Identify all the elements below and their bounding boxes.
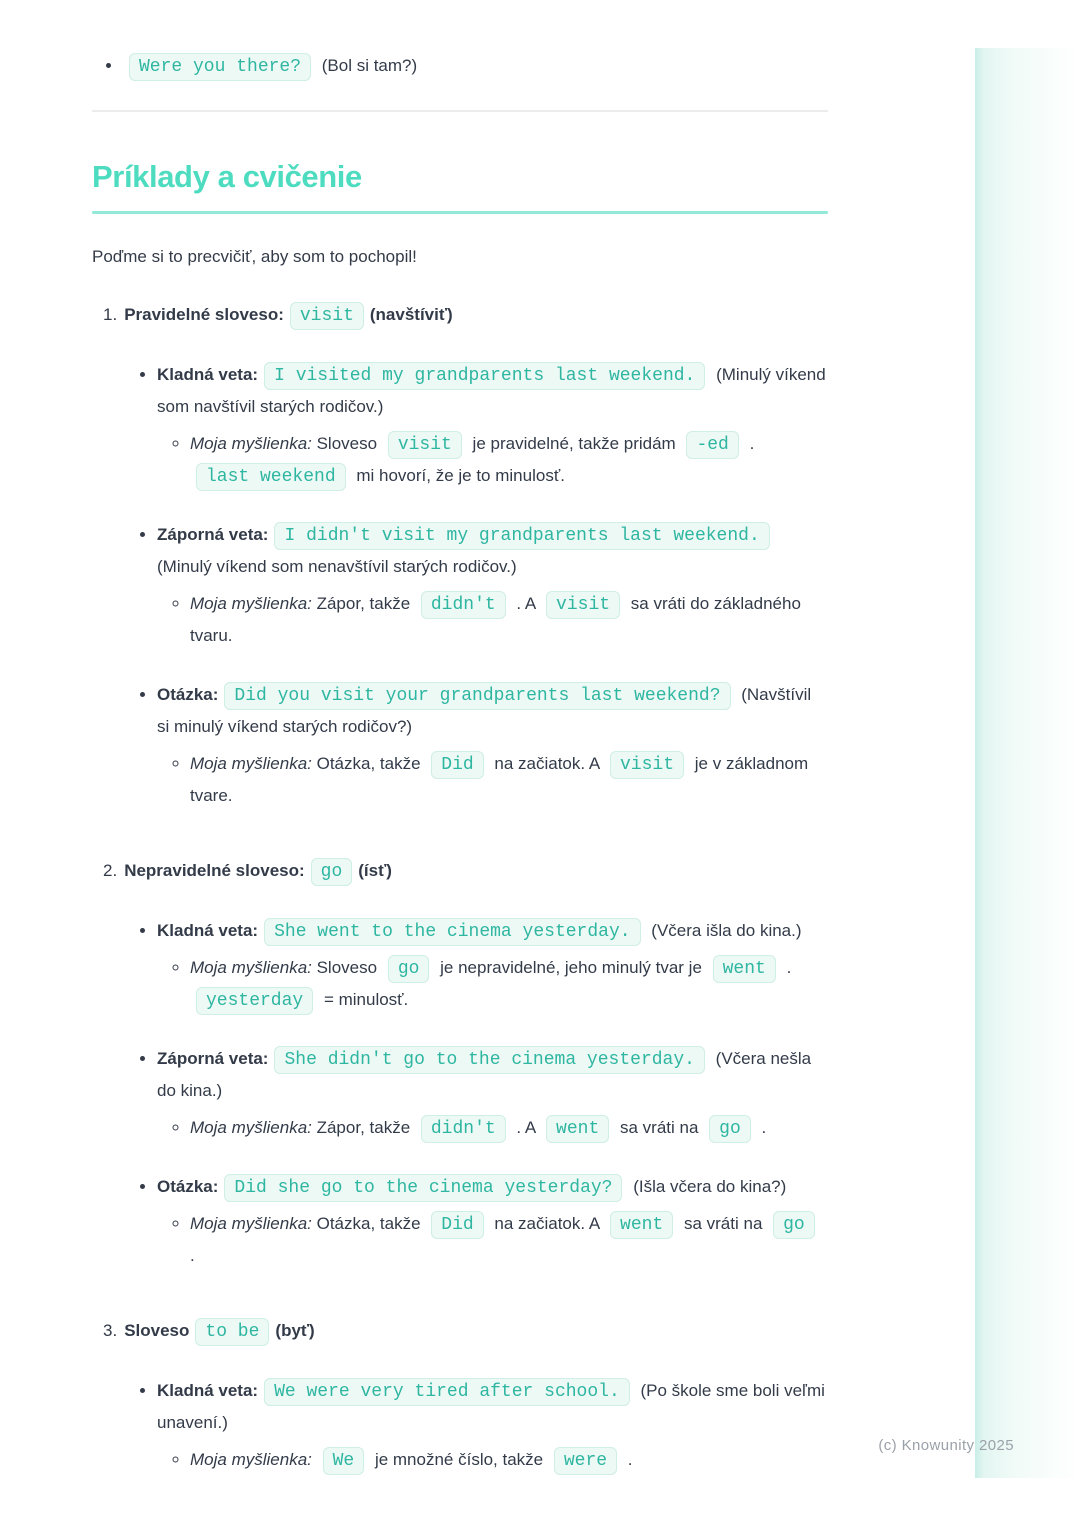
bold-label: Nepravidelné sloveso:	[124, 861, 305, 880]
list-item	[157, 679, 828, 812]
code-chip: She didn't go to the cinema yesterday.	[274, 1046, 704, 1074]
note-item	[190, 1444, 828, 1476]
code-chip: We were very tired after school.	[264, 1378, 630, 1406]
exercise-item	[103, 854, 828, 1272]
bold-label: Kladná veta:	[157, 921, 259, 940]
bold-label: Kladná veta:	[157, 365, 259, 384]
note-text	[190, 594, 801, 645]
text-run: (Navštívil si minulý víkend starých rodičov?)	[157, 685, 812, 736]
code-chip: I didn't visit my grandparents last weekend.	[274, 522, 769, 550]
text-run: na začiatok. A	[489, 754, 605, 773]
intro-text: Poďme si to precvičiť, aby som to pochopil!	[92, 247, 417, 266]
text-run: Otázka, takže	[311, 1214, 426, 1233]
text-run: Zápor, takže	[311, 1118, 415, 1137]
code-chip: visit	[388, 431, 462, 459]
code-chip: go	[709, 1115, 751, 1143]
bold-label: Pravidelné sloveso:	[124, 305, 284, 324]
note-text	[190, 958, 791, 1009]
text-run: (Išla včera do kina?)	[628, 1177, 787, 1196]
text-run: (Minulý víkend som navštívil starých rodičov.)	[157, 365, 826, 416]
code-chip: Did	[431, 1211, 483, 1239]
code-chip: We	[323, 1447, 365, 1475]
list-item	[157, 359, 828, 492]
code-chip: to be	[195, 1318, 269, 1346]
text-run: .	[744, 434, 755, 453]
sentence-text	[157, 525, 776, 576]
italic-label: Moja myšlienka:	[190, 1118, 312, 1137]
bold-label: (ísť)	[358, 861, 392, 880]
note-list	[157, 1444, 828, 1476]
note-text	[190, 754, 808, 805]
code-chip: visit	[610, 751, 684, 779]
sentence-text	[157, 1049, 811, 1100]
italic-label: Moja myšlienka:	[190, 1450, 312, 1469]
code-chip: yesterday	[196, 987, 313, 1015]
top-bullet-list	[92, 50, 828, 82]
sentence-list	[103, 359, 828, 812]
note-item	[190, 1208, 828, 1272]
code-chip: were	[554, 1447, 617, 1475]
list-item	[157, 915, 828, 1016]
note-list	[157, 588, 828, 652]
sentence-list	[103, 1375, 828, 1476]
note-list	[157, 1208, 828, 1272]
note-item	[190, 952, 828, 1016]
text-run: sa vráti na	[615, 1118, 704, 1137]
exercise-title	[103, 1314, 828, 1348]
bold-label: Otázka:	[157, 685, 219, 704]
text-run: sa vráti na	[679, 1214, 768, 1233]
text-run: mi hovorí, že je to minulosť.	[351, 466, 565, 485]
italic-label: Moja myšlienka:	[190, 754, 312, 773]
text-run: (Bol si tam?)	[317, 56, 418, 75]
sentence-text	[157, 365, 826, 416]
note-text	[190, 434, 754, 485]
text-run: Otázka, takže	[311, 754, 426, 773]
list-item	[123, 50, 828, 82]
note-list	[157, 952, 828, 1016]
note-text	[190, 1450, 633, 1469]
code-chip: didn't	[421, 591, 506, 619]
text-run: sa vráti do základného tvaru.	[190, 594, 801, 645]
text-run: je pravidelné, takže pridám	[467, 434, 681, 453]
bold-label: (navštíviť)	[369, 305, 453, 324]
text-run: .	[623, 1450, 633, 1469]
bold-label: Záporná veta:	[157, 1049, 269, 1068]
bold-label: Záporná veta:	[157, 525, 269, 544]
text-run: Sloveso	[311, 958, 382, 977]
exercise-title	[103, 854, 828, 888]
code-chip: go	[773, 1211, 815, 1239]
exercise-number: 2.	[103, 861, 118, 880]
code-chip: went	[546, 1115, 609, 1143]
exercise-number: 1.	[103, 305, 118, 324]
text-run: .	[781, 958, 792, 977]
text-run: Sloveso	[311, 434, 382, 453]
exercise-title-text	[124, 1321, 315, 1340]
sentence-text	[157, 1177, 786, 1196]
text-run: Zápor, takže	[311, 594, 415, 613]
text-run: (Včera išla do kina.)	[646, 921, 802, 940]
note-list	[157, 1112, 828, 1144]
text-run	[312, 1450, 317, 1469]
note-text	[190, 1214, 821, 1265]
italic-label: Moja myšlienka:	[190, 594, 312, 613]
italic-label: Moja myšlienka:	[190, 434, 312, 453]
bold-label: Sloveso	[124, 1321, 190, 1340]
section-divider	[92, 110, 828, 112]
code-chip: didn't	[421, 1115, 506, 1143]
text-run: je množné číslo, takže	[370, 1450, 548, 1469]
code-chip: go	[388, 955, 430, 983]
text-run: (Včera nešla do kina.)	[157, 1049, 812, 1100]
exercise-title	[103, 298, 828, 332]
note-item	[190, 1112, 828, 1144]
italic-label: Moja myšlienka:	[190, 958, 312, 977]
code-chip: Did	[431, 751, 483, 779]
heading-underline	[92, 211, 828, 214]
note-item	[190, 748, 828, 812]
sentence-text	[157, 921, 802, 940]
exercise-number: 3.	[103, 1321, 118, 1340]
code-chip: -ed	[686, 431, 738, 459]
bold-label: Otázka:	[157, 1177, 219, 1196]
bullet-text	[123, 56, 417, 75]
code-chip: Did you visit your grandparents last weekend?	[224, 682, 730, 710]
sentence-text	[157, 685, 811, 736]
list-item	[157, 519, 828, 652]
code-chip: I visited my grandparents last weekend.	[264, 362, 705, 390]
code-chip: Did she go to the cinema yesterday?	[224, 1174, 622, 1202]
list-item	[157, 1171, 828, 1272]
side-accent-strip	[975, 48, 1080, 1478]
text-run: . A	[511, 594, 541, 613]
note-list	[157, 428, 828, 492]
exercise-title-text	[124, 861, 392, 880]
exercise-item	[103, 1314, 828, 1476]
code-chip: visit	[290, 302, 364, 330]
text-run: na začiatok. A	[489, 1214, 605, 1233]
text-run: (Po škole sme boli veľmi unavení.)	[157, 1381, 825, 1432]
text-run: .	[756, 1118, 767, 1137]
copyright-watermark: (c) Knowunity 2025	[878, 1437, 1014, 1454]
list-item	[157, 1375, 828, 1476]
code-chip: Were you there?	[129, 53, 311, 81]
exercise-item	[103, 298, 828, 812]
italic-label: Moja myšlienka:	[190, 1214, 312, 1233]
exercise-list	[92, 298, 828, 1476]
text-run: .	[190, 1246, 195, 1265]
text-run: . A	[511, 1118, 541, 1137]
note-item	[190, 588, 828, 652]
code-chip: visit	[546, 591, 620, 619]
code-chip: last weekend	[196, 463, 346, 491]
note-item	[190, 428, 828, 492]
sentence-list	[103, 915, 828, 1272]
code-chip: went	[610, 1211, 673, 1239]
note-text	[190, 1118, 766, 1137]
bold-label: Kladná veta:	[157, 1381, 259, 1400]
text-run: (Minulý víkend som nenavštívil starých rodičov.)	[157, 557, 517, 576]
code-chip: went	[713, 955, 776, 983]
sentence-text	[157, 1381, 825, 1432]
code-chip: go	[311, 858, 353, 886]
text-run: = minulosť.	[319, 990, 409, 1009]
text-run: je nepravidelné, jeho minulý tvar je	[435, 958, 707, 977]
note-list	[157, 748, 828, 812]
bold-label: (byť)	[275, 1321, 315, 1340]
exercise-title-text	[124, 305, 452, 324]
page-title: Príklady a cvičenie	[92, 159, 362, 194]
text-run: je v základnom tvare.	[190, 754, 809, 805]
list-item	[157, 1043, 828, 1144]
code-chip: She went to the cinema yesterday.	[264, 918, 640, 946]
